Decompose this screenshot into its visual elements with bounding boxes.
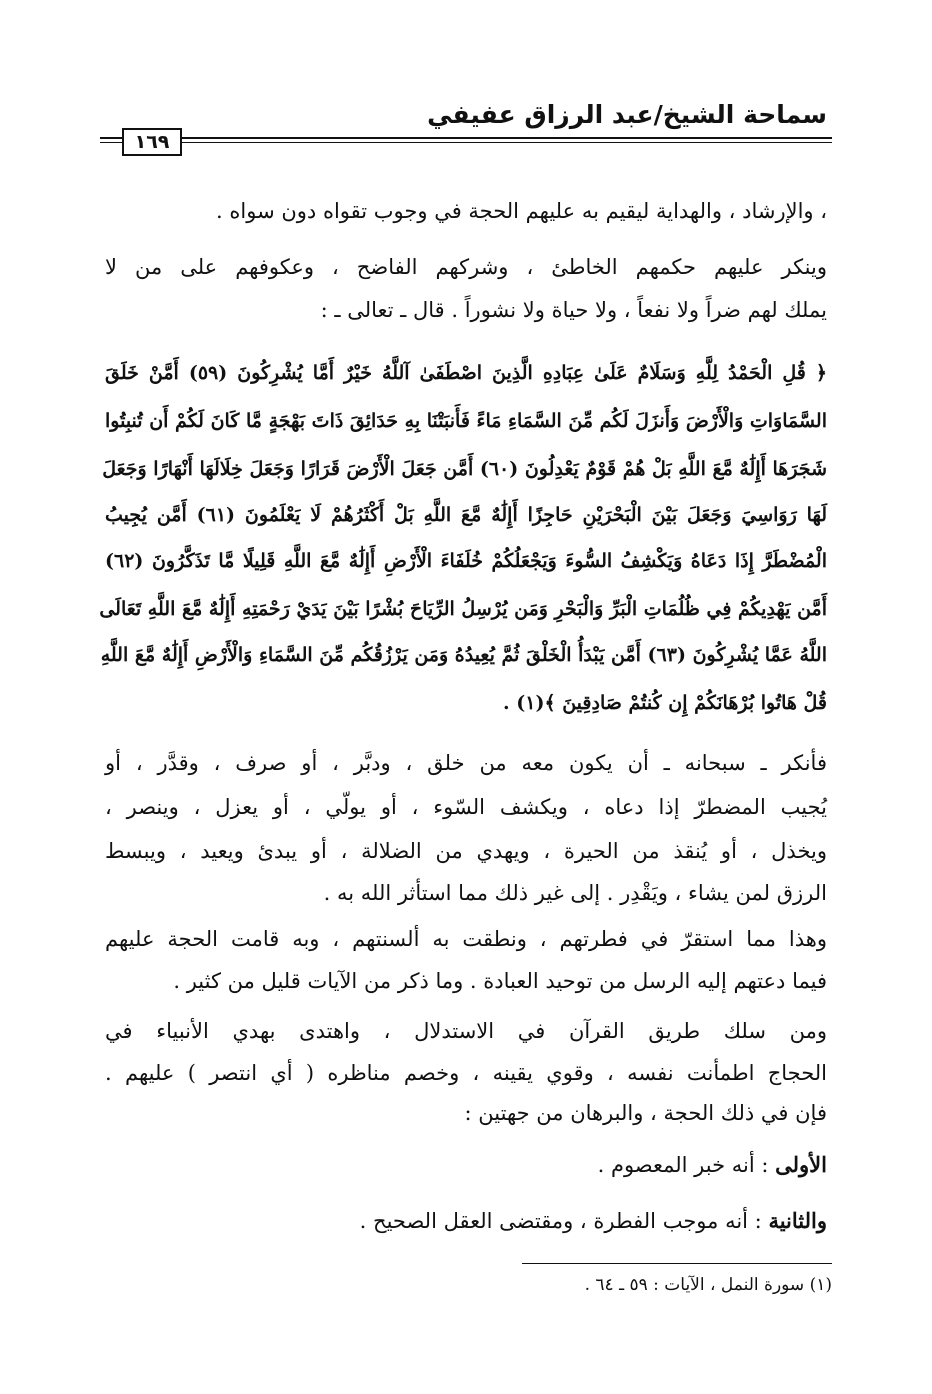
list-item-first <box>598 1152 827 1177</box>
footnote-divider <box>522 1263 832 1264</box>
header-double-line <box>100 137 832 143</box>
paragraph-line: فأنكر ـ سبحانه ـ أن يكون معه من خلق ، ودبَّر ، أو صرف ، وقدَّر ، أو <box>105 751 827 775</box>
paragraph-line: وهذا مما استقرّ في فطرتهم ، ونطقت به ألسنتهم ، وبه قامت الحجة عليهم <box>105 927 827 951</box>
list-item-label: الأولى <box>775 1152 827 1177</box>
list-item-text: : أنه موجب الفطرة ، ومقتضى العقل الصحيح . <box>359 1209 769 1233</box>
paragraph-line: يُجيب المضطرّ إذا دعاه ، ويكشف السّوء ، أو يولّي ، أو يعزل ، وينصر ، <box>105 795 827 819</box>
paragraph-line: الرزق لمن يشاء ، ويَقْدِر . إلى غير ذلك مما استأثر الله به . <box>323 881 827 905</box>
paragraph-line: الحجاج اطمأنت نفسه ، وقوي يقينه ، وخصم مناظره ( أي انتصر ) عليهم . <box>105 1061 827 1085</box>
quran-line: أَمَّن يَهْدِيكُمْ فِي ظُلُمَاتِ الْبَرِّ وَالْبَحْرِ وَمَن يُرْسِلُ الرِّيَاحَ بُشْرًا بَيْنَ يَدَيْ رَحْمَتِهِ أَإِلَٰهٌ مَّعَ اللَّهِ تَعَالَى <box>99 598 827 620</box>
quran-line: لَهَا رَوَاسِيَ وَجَعَلَ بَيْنَ الْبَحْرَيْنِ حَاجِزًا أَإِلَٰهٌ مَّعَ اللَّهِ بَلْ أَكْثَرُهُمْ لَا يَعْلَمُونَ (٦١) أَمَّن يُجِيبُ <box>105 504 827 526</box>
quran-line: الْمُضْطَرَّ إِذَا دَعَاهُ وَيَكْشِفُ السُّوءَ وَيَجْعَلُكُمْ خُلَفَاءَ الْأَرْضِ أَإِلَٰهٌ مَّعَ اللَّهِ قَلِيلًا مَّا تَذَكَّرُونَ (٦٢) <box>105 550 827 572</box>
quran-line: السَّمَاوَاتِ وَالْأَرْضَ وَأَنزَلَ لَكُم مِّنَ السَّمَاءِ مَاءً فَأَنبَتْنَا بِهِ حَدَائِقَ ذَاتَ بَهْجَةٍ مَّا كَانَ لَكُمْ أَن تُنبِتُوا <box>105 410 827 432</box>
paragraph-line: وينكر عليهم حكمهم الخاطئ ، وشركهم الفاضح ، وعكوفهم على من لا <box>105 255 827 279</box>
footnote: (١) سورة النمل ، الآيات : ٥٩ ـ ٦٤ . <box>584 1275 832 1295</box>
quran-line: اللَّهُ عَمَّا يُشْرِكُونَ (٦٣) أَمَّن يَبْدَأُ الْخَلْقَ ثُمَّ يُعِيدُهُ وَمَن يَرْزُقُكُم مِّنَ السَّمَاءِ وَالْأَرْضِ أَإِلَٰهٌ مَّعَ اللَّهِ <box>100 644 827 666</box>
paragraph-line: فإن في ذلك الحجة ، والبرهان من جهتين : <box>464 1101 827 1125</box>
list-item-second <box>360 1208 827 1233</box>
quran-line: ﴿ قُلِ الْحَمْدُ لِلَّهِ وَسَلَامٌ عَلَىٰ عِبَادِهِ الَّذِينَ اصْطَفَىٰ آللَّهُ خَيْرٌ أَمَّا يُشْرِكُونَ (٥٩) أَمَّنْ خَلَقَ <box>105 362 827 384</box>
page-header-title: سماحة الشيخ/عبد الرزاق عفيفي <box>427 100 827 129</box>
page-number: ١٦٩ <box>122 128 182 156</box>
paragraph-line: ، والإرشاد ، والهداية ليقيم به عليهم الحجة في وجوب تقواه دون سواه . <box>216 199 827 223</box>
header-rule <box>100 128 832 154</box>
paragraph-line: ويخذل ، أو يُنقذ من الحيرة ، ويهدي من الضلالة ، أو يبدئ ويعيد ، ويبسط <box>105 839 828 863</box>
paragraph-line: فيما دعتهم إليه الرسل من توحيد العبادة . وما ذكر من الآيات قليل من كثير . <box>173 969 827 993</box>
list-item-label: والثانية <box>768 1208 827 1233</box>
quran-line: شَجَرَهَا أَإِلَٰهٌ مَّعَ اللَّهِ بَلْ هُمْ قَوْمٌ يَعْدِلُونَ (٦٠) أَمَّن جَعَلَ الْأَرْضَ قَرَارًا وَجَعَلَ خِلَالَهَا أَنْهَارًا وَجَعَلَ <box>102 458 827 480</box>
quran-line: قُلْ هَاتُوا بُرْهَانَكُمْ إِن كُنتُمْ صَادِقِينَ ﴾(١) . <box>503 692 827 714</box>
paragraph-line: يملك لهم ضراً ولا نفعاً ، ولا حياة ولا نشوراً . قال ـ تعالى ـ : <box>320 298 827 322</box>
list-item-text: : أنه خبر المعصوم . <box>597 1153 776 1177</box>
paragraph-line: ومن سلك طريق القرآن في الاستدلال ، واهتدى بهدي الأنبياء في <box>105 1019 827 1043</box>
